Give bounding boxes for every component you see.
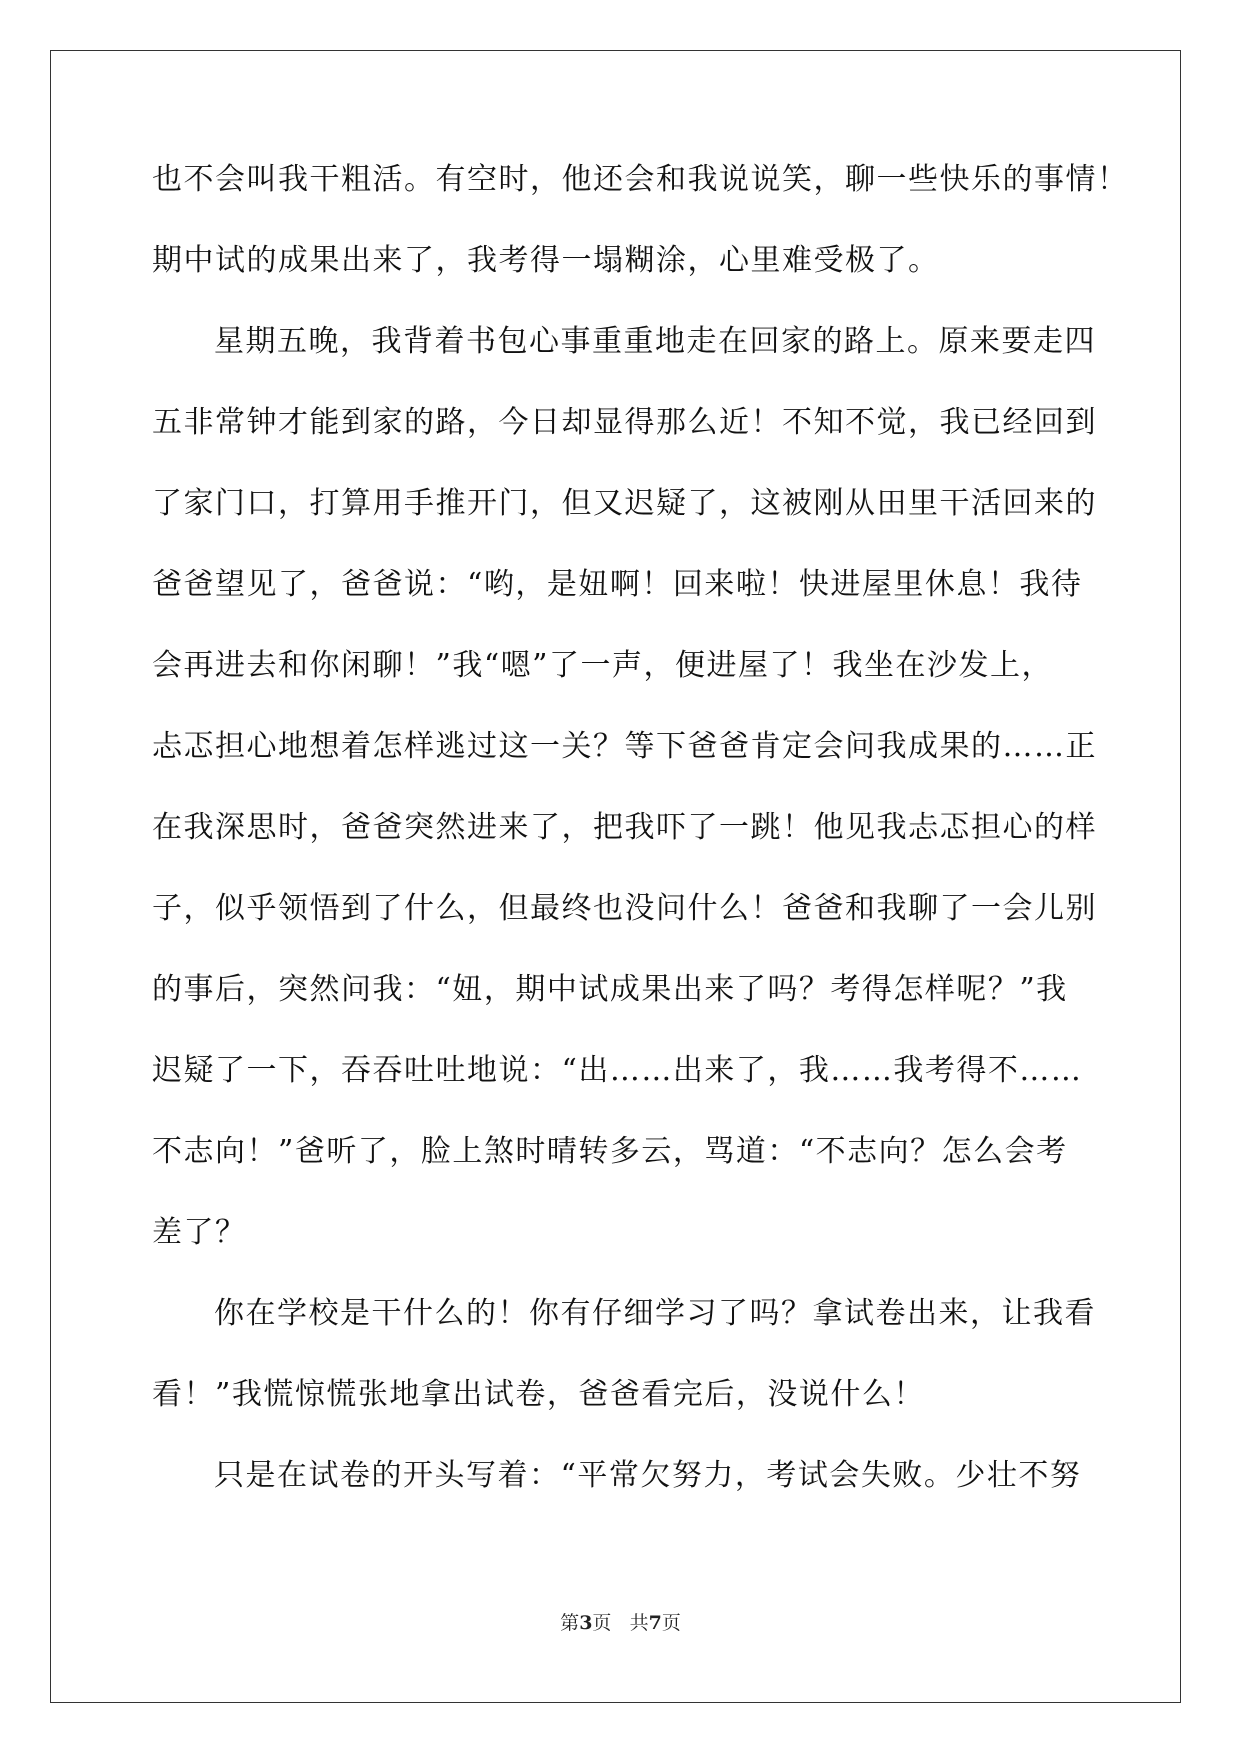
text-line: 星期五晚，我背着书包心事重重地走在回家的路上。原来要走四: [214, 324, 1096, 359]
text-line: 迟疑了一下，吞吞吐吐地说：“出……出来了，我……我考得不……: [152, 1053, 1083, 1088]
text-line: 在我深思时，爸爸突然进来了，把我吓了一跳！他见我忐忑担心的样: [152, 810, 1097, 845]
text-line: 五非常钟才能到家的路，今日却显得那么近！不知不觉，我已经回到: [152, 405, 1097, 440]
text-line: 子，似乎领悟到了什么，但最终也没问什么！爸爸和我聊了一会儿别: [152, 891, 1097, 926]
total-suffix: 页: [661, 1612, 681, 1634]
total-prefix: 共: [629, 1612, 649, 1634]
text-line: 不志向！”爸听了，脸上煞时晴转多云，骂道：“不志向？怎么会考: [152, 1134, 1068, 1169]
text-line: 爸爸望见了，爸爸说：“哟，是妞啊！回来啦！快进屋里休息！我待: [152, 567, 1083, 602]
text-line: 看！”我慌惊慌张地拿出试卷，爸爸看完后，没说什么！: [152, 1377, 925, 1412]
text-line: 忐忑担心地想着怎样逃过这一关？等下爸爸肯定会问我成果的……正: [152, 729, 1097, 764]
text-line: 你在学校是干什么的！你有仔细学习了吗？拿试卷出来，让我看: [214, 1296, 1096, 1331]
text-line: 会再进去和你闲聊！”我“嗯”了一声，便进屋了！我坐在沙发上，: [152, 648, 1054, 683]
page-footer: [0, 1608, 1241, 1635]
text-line: 差了？: [152, 1215, 247, 1250]
document-body: [152, 160, 1129, 1537]
text-line: 也不会叫我干粗活。有空时，他还会和我说说笑，聊一些快乐的事情！: [152, 162, 1129, 197]
text-line: 了家门口，打算用手推开门，但又迟疑了，这被刚从田里干活回来的: [152, 486, 1097, 521]
text-line: 期中试的成果出来了，我考得一塌糊涂，心里难受极了。: [152, 243, 940, 278]
text-line: 的事后，突然问我：“妞，期中试成果出来了吗？考得怎样呢？”我: [152, 972, 1068, 1007]
page-prefix: 第: [560, 1612, 580, 1634]
page-current-number: 3: [579, 1612, 593, 1634]
page-suffix: 页: [592, 1612, 612, 1634]
page-total-number: 7: [648, 1612, 662, 1634]
text-line: 只是在试卷的开头写着：“平常欠努力，考试会失败。少壮不努: [214, 1458, 1082, 1493]
